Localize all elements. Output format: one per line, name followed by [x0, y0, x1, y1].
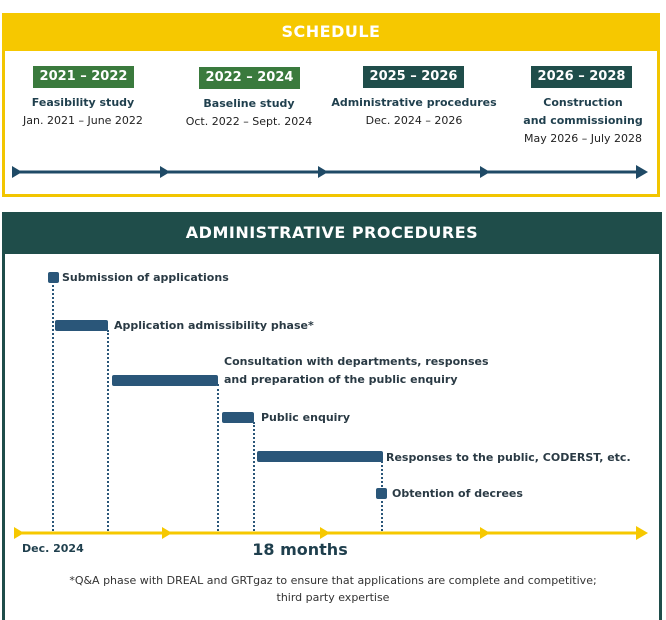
gantt-bar-consultation: [112, 375, 218, 386]
procedures-title: ADMINISTRATIVE PROCEDURES: [2, 212, 662, 254]
phase-1-title: Feasibility study: [31, 96, 135, 109]
footnote-line2: third party expertise: [276, 591, 390, 604]
gantt-bar-submission: [48, 272, 59, 283]
schedule-timeline: [0, 160, 666, 184]
timeline-arrow-icon: [480, 527, 490, 539]
timeline-arrow-icon: [14, 527, 24, 539]
timeline-arrow-end-icon: [636, 526, 648, 540]
phase-4-years: 2026 – 2028: [531, 66, 632, 88]
phase-2-years: 2022 – 2024: [199, 67, 300, 89]
phase-1-years: 2021 – 2022: [33, 66, 134, 88]
timeline-arrow-icon: [162, 527, 172, 539]
gantt-bar-admissibility: [55, 320, 108, 331]
timeline-arrow-end-icon: [636, 165, 648, 179]
task-label-admissibility: Application admissibility phase*: [114, 319, 314, 332]
task-label-consultation-line1: Consultation with departments, responses: [224, 355, 489, 368]
timeline-arrow-icon: [480, 166, 490, 178]
gantt-bar-responses: [257, 451, 383, 462]
phase-2-dates: Oct. 2022 – Sept. 2024: [185, 115, 313, 128]
timeline-arrow-icon: [318, 166, 328, 178]
timeline-start-label: Dec. 2024: [22, 542, 84, 555]
guide-line: [107, 330, 109, 531]
phase-3-dates: Dec. 2024 – 2026: [365, 114, 463, 127]
schedule-title: SCHEDULE: [2, 13, 660, 51]
task-label-submission: Submission of applications: [62, 271, 229, 284]
phase-3-years: 2025 – 2026: [363, 66, 464, 88]
gantt-bar-decrees: [376, 488, 387, 499]
phase-4-dates: May 2026 – July 2028: [524, 132, 642, 145]
phase-3-title: Administrative procedures: [331, 96, 497, 109]
guide-line: [253, 422, 255, 531]
task-label-decrees: Obtention of decrees: [392, 487, 523, 500]
timeline-arrow-icon: [320, 527, 330, 539]
phase-2-title: Baseline study: [203, 97, 295, 110]
gantt-bar-public-enquiry: [222, 412, 254, 423]
guide-line: [52, 281, 54, 531]
task-label-public-enquiry: Public enquiry: [261, 411, 351, 424]
guide-line: [217, 384, 219, 531]
task-label-responses: Responses to the public, CODERST, etc.: [386, 451, 631, 464]
task-label-consultation-line2: and preparation of the public enquiry: [224, 373, 458, 386]
duration-label: 18 months: [252, 540, 348, 559]
timeline-arrow-icon: [12, 166, 22, 178]
phase-4-title-line1: Construction: [543, 96, 623, 109]
footnote-line1: *Q&A phase with DREAL and GRTgaz to ensure that applications are complete and competitive;: [69, 574, 597, 587]
phase-4-title-line2: and commissioning: [523, 114, 643, 127]
phase-1-dates: Jan. 2021 – June 2022: [23, 114, 143, 127]
timeline-arrow-icon: [160, 166, 170, 178]
